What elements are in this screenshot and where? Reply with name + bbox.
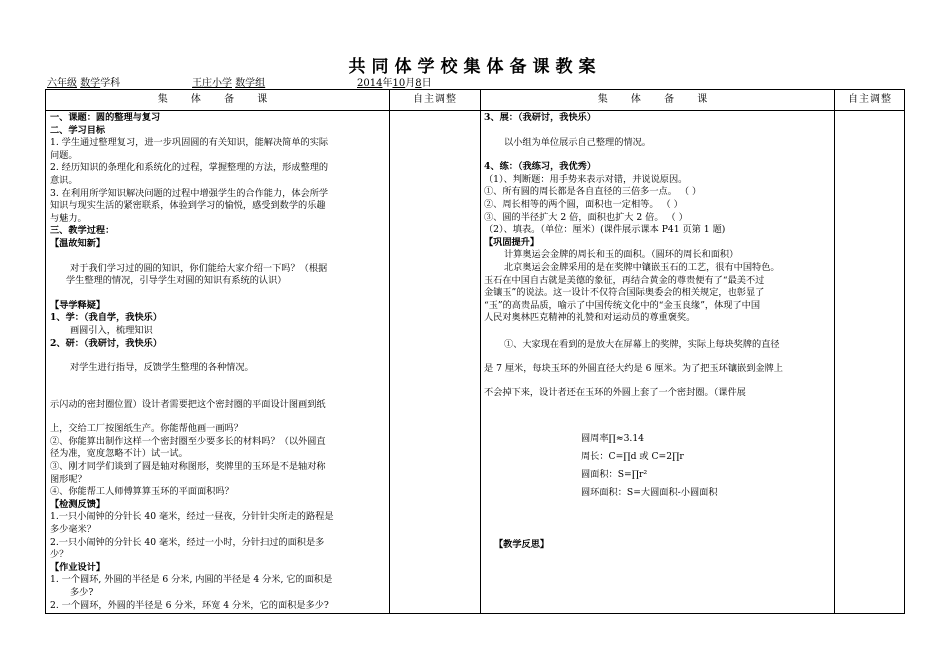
month-suffix: 月	[405, 78, 416, 89]
text-line: 3. 在利用所学知识解决问题的过程中增强学生的合作能力，体会所学	[50, 187, 329, 199]
subject-suffix: 学科	[100, 78, 121, 89]
right-content	[484, 112, 830, 325]
formula-block	[581, 430, 831, 502]
text-line: 以小组为单位展示自己整理的情况。	[504, 136, 651, 148]
text-line: （2）、填表。（单位：厘米）(课件展示课本 P41 页第 1 题)	[484, 224, 726, 236]
text-line: ①、所有圆的周长都是各自直径的三倍多一点。 （ ）	[484, 186, 702, 198]
medal-line: 不会掉下来，设计者还在玉环的外圆上套了一个密封圈。（课件展	[484, 387, 746, 398]
text-line: 【巩固提升】	[484, 236, 540, 248]
blank-line	[484, 149, 830, 161]
text-line: 知识与现实生活的紧密联系，体验到学习的愉悦，感受到数学的乐趣	[50, 200, 326, 212]
text-line: 二、学习目标	[50, 124, 106, 136]
text-line: 与魅力。	[50, 212, 87, 224]
text-line: 4、练：（我练习，我优秀）	[484, 161, 597, 173]
blank-line	[50, 387, 386, 399]
lesson-plan-table	[45, 89, 905, 614]
text-line: 2.一只小闹钟的分针长 40 毫米，经过一小时，分针扫过的面积是多	[50, 536, 325, 548]
text-line: 人民对奥林匹克精神的礼赞和对运动员的尊重褒奖。	[484, 312, 696, 324]
header-rule	[46, 110, 904, 111]
medal-line: ①、大家现在看到的是放大在屏幕上的奖牌，实际上每块奖牌的直径	[504, 339, 780, 350]
date-day: 8	[415, 78, 422, 89]
text-line: 【温故知新】	[50, 237, 106, 249]
text-line: 三、教学过程：	[50, 225, 115, 237]
text-line: 金镶玉”的说法。这一设计不仅符合国际奥委会的相关规定，也彰显了	[484, 287, 765, 299]
formula-circumference: 周长：C=∏d 或 C=2∏r	[581, 451, 684, 462]
text-line: 多少毫米？	[50, 524, 96, 536]
school-group	[192, 74, 265, 89]
text-line: 1. 学生通过整理复习，进一步巩固圆的有关知识，能解决简单的实际	[50, 137, 329, 149]
header-adjust-right: 自主调整	[848, 94, 892, 105]
subject: 数学	[80, 78, 101, 89]
text-line: 1.一只小闹钟的分针长 40 毫米，经过一昼夜，分针针尖所走的路程是	[50, 511, 334, 523]
blank-line	[50, 251, 386, 263]
formula-pi: 圆周率∏≈3.14	[581, 433, 645, 444]
divider-2	[480, 90, 481, 613]
date	[357, 74, 432, 89]
text-line: 3、展：（我研讨，我快乐）	[484, 112, 597, 123]
formula-ring-area: 圆环面积：S=大圆面积-小圆面积	[581, 487, 718, 498]
text-line: 画圆引入，梳理知识	[70, 324, 153, 336]
blank-line	[50, 375, 386, 387]
text-line: 北京奥运会金牌采用的是在奖牌中镶嵌玉石的工艺，很有中国特色。	[504, 261, 780, 273]
text-line: ③、圆的半径扩大 2 倍，面积也扩大 2 倍。 （ ）	[484, 211, 688, 223]
page-title: 共同体学校集体备课教案	[348, 57, 602, 77]
text-line: “玉”的高贵品质，喻示了中国传统文化中的“金玉良缘”，体现了中国	[484, 299, 761, 311]
date-year: 2014	[357, 78, 383, 89]
left-content	[50, 112, 386, 612]
text-line: 多少?	[70, 587, 94, 598]
grade: 六年级	[47, 78, 77, 89]
text-line: 1、学：（我自学，我快乐）	[50, 312, 163, 324]
blank-line	[50, 350, 386, 362]
text-line: 【导学释疑】	[50, 299, 106, 311]
text-line: 学生整理的情况，引导学生对圆的知识有系统的认识）	[66, 275, 287, 287]
text-line: ②、你能算出制作这样一个密封圈至少要多长的材料吗？（以外圆直	[50, 435, 326, 447]
reflection-heading: 【教学反思】	[494, 539, 550, 550]
text-line: 径为准，宽度忽略不计）试一试。	[50, 448, 188, 460]
header-adjust-left: 自主调整	[413, 94, 457, 105]
divider-3	[834, 90, 835, 613]
group: 数学组	[235, 78, 266, 89]
text-line: 1. 一个圆环, 外圆的半径是 6 分米, 内圆的半径是 4 分米, 它的面积是	[50, 574, 333, 586]
text-line: 玉石在中国自古就是美德的象征，再结合黄金的尊贵便有了“最美不过	[484, 274, 765, 286]
text-line: 意识。	[50, 174, 78, 186]
text-line: 问题。	[50, 149, 78, 161]
header-collective-left: 集 体 备 课	[157, 94, 278, 105]
year-suffix: 年	[382, 78, 393, 89]
date-month: 10	[392, 78, 406, 89]
text-line: 图形呢？	[50, 473, 87, 485]
divider-1	[389, 90, 390, 613]
formula-area: 圆面积：S=∏r²	[581, 469, 648, 480]
text-line: 2. 一个圆环，外圆的半径是 6 分米，环宽 4 分米，它的面积是多少?	[50, 599, 329, 611]
school: 王庄小学	[192, 78, 232, 89]
text-line: 【检测反馈】	[50, 498, 106, 510]
text-line: 示闪动的密封圈位置）设计者需要把这个密封圈的平面设计图画到纸	[50, 398, 326, 410]
day-suffix: 日	[421, 78, 432, 89]
text-line: 少？	[50, 549, 69, 561]
header-collective-right: 集 体 备 课	[597, 94, 718, 105]
text-line: 对学生进行指导，反馈学生整理的各种情况。	[70, 362, 254, 374]
blank-line	[50, 288, 386, 300]
text-line: ②、周长相等的两个圆，面积也一定相等。 （ ）	[484, 198, 683, 210]
text-line: 计算奥运会金牌的周长和玉的面积。（圆环的周长和面积）	[504, 249, 739, 261]
text-line: 2. 经历知识的条理化和系统化的过程，掌握整理的方法，形成整理的	[50, 162, 329, 174]
text-line: 2、研：（我研讨，我快乐）	[50, 337, 163, 349]
text-line: ④、你能帮工人师傅算算玉环的平面面积吗？	[50, 486, 234, 498]
blank-line	[50, 411, 386, 423]
text-line: 对于我们学习过的圆的知识，你们能给大家介绍一下吗？（根据	[70, 262, 328, 274]
text-line: 上，交给工厂按图纸生产。你能帮他画一画吗？	[50, 423, 243, 435]
grade-subject	[47, 74, 120, 89]
text-line: ③、刚才同学们谈到了圆是轴对称图形，奖牌里的玉环是不是轴对称	[50, 461, 326, 473]
text-line: （1）、判断题：用手势来表示对错，并说说原因。	[484, 173, 688, 185]
medal-line: 是 7 厘米，每块玉环的外圆直径大约是 6 厘米。为了把玉环镶嵌到金牌上	[484, 363, 783, 374]
medal-paragraph	[484, 333, 830, 405]
blank-line	[484, 125, 830, 137]
text-line: 【作业设计】	[50, 561, 106, 573]
text-line: 一、课题：圆的整理与复习	[50, 112, 161, 123]
